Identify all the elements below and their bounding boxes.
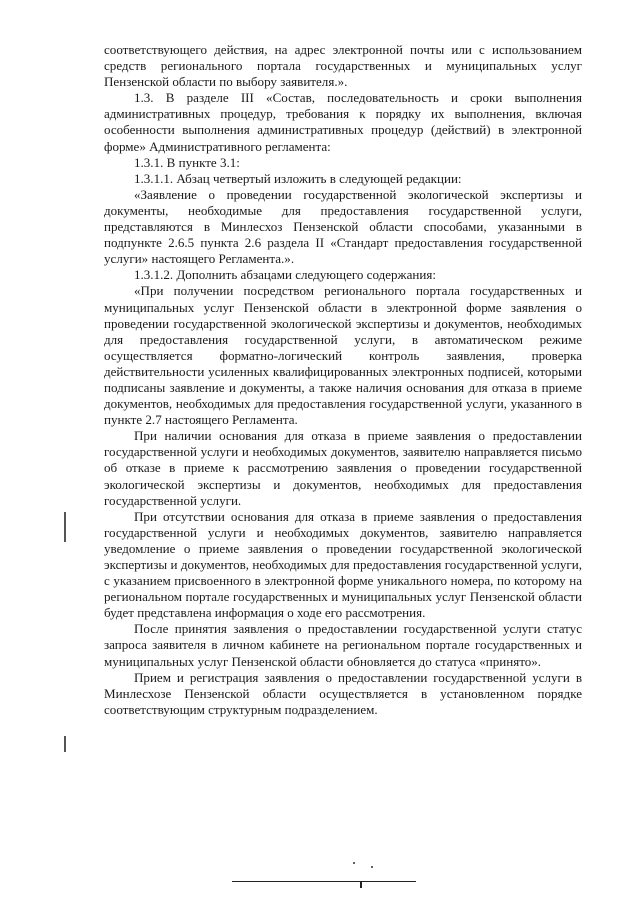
scan-margin-mark [64,512,66,542]
paragraph-continuation: соответствующего действия, на адрес электронной почты или с использованием средств регионального портала государственных и муниципальных услуг Пензенской области по выбору заявителя.». [104,42,582,90]
paragraph-section-1-3: 1.3. В разделе III «Состав, последовательность и сроки выполнения административных процедур, требования к порядку их выполнения, включая особенности выполнения административных процедур (действий) в электронной форме» Административного регламента: [104,90,582,154]
paragraph-1-3-1-2: 1.3.1.2. Дополнить абзацами следующего содержания: [134,267,436,283]
paragraph-refusal: При наличии основания для отказа в приеме заявления о предоставлении государственной услуги и необходимых документов, заявителю направляется письмо об отказе в приеме к рассмотрению заявления о проведении государственной экологической экспертизы и документов, необходимых для предоставления государственной услуги. [104,428,582,508]
paragraph-quoted-statement: «Заявление о проведении государственной экологической экспертизы и документы, необходимые для предоставления государственной услуги, представляются в Минлесхоз Пензенской области способами, указанными в подпункте 2.6.5 пункта 2.6 раздела II «Стандарт предоставления государственной услуги» настоящего Регламента.». [104,186,582,267]
paragraph-1-3-1-1: 1.3.1.1. Абзац четвертый изложить в следующей редакции: [134,170,462,186]
paragraph-electronic-receipt: «При получении посредством регионального портала государственных и муниципальных услуг Пензенской области в электронной форме заявления о проведении государственной экологической экспертизы и документов, необходимых для предоставления государственной услуги, в автоматическом режиме осуществляется форматно-логический контроль заявления, проверка действительности усиленных квалифицированных электронных подписей, которыми подписаны заявление и документы, а также наличия основания для отказа в приеме документов, необходимых для предоставления государственной услуги, указанного в пункте 2.7 настоящего Регламента. [104,283,582,428]
footer-tick [360,881,362,888]
paragraph-acceptance-notice: При отсутствии основания для отказа в приеме заявления о предоставления государственной услуги и необходимых документов, заявителю направляется уведомление о приеме заявления о проведении государственной экологической экспертизы и документов, необходимых для предоставления государственной услуги, с указанием присвоенного в электронной форме уникального номера, по которому на региональном портале государственных и муниципальных услуг Пензенской области будет представлена информация о ходе его рассмотрения. [104,508,582,621]
footer-rule [232,881,416,882]
scan-margin-mark [64,736,66,752]
paragraph-status-update: После принятия заявления о предоставлении государственной услуги статус запроса заявителя в личном кабинете на региональном портале государственных и муниципальных услуг Пензенской области обновляется до статуса «принято». [104,621,582,669]
scan-speck [353,862,355,864]
document-body [104,42,582,718]
scan-speck [371,866,373,868]
paragraph-1-3-1: 1.3.1. В пункте 3.1: [134,154,240,170]
paragraph-registration: Прием и регистрация заявления о предоставлении государственной услуги в Минлесхозе Пензенской области осуществляется в установленном порядке соответствующим структурным подразделением. [104,669,582,717]
